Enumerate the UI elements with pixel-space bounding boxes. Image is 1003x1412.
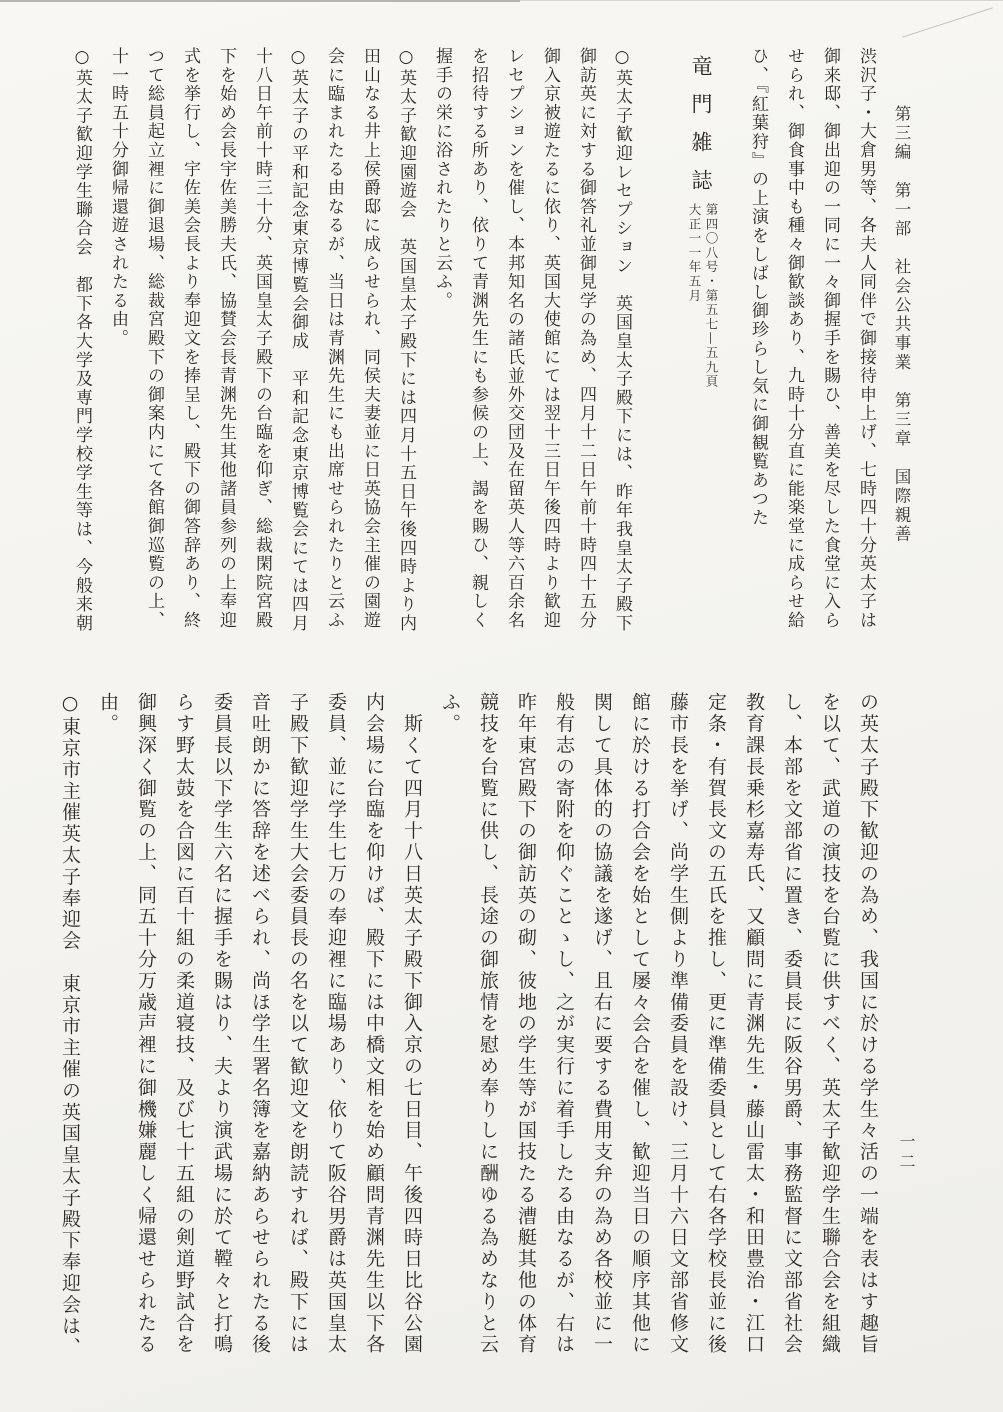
journal-heading-group [640, 47, 740, 651]
text-column: 定条・有賀長文の五氏を推し、更に準備委員として右各学校長並に後 [705, 692, 727, 1356]
journal-meta [686, 203, 720, 389]
text-column: ひ、『紅葉狩』の上演をしばし御珍らし気に御観覧あつた [748, 47, 768, 528]
text-column: せられ、御食事中も種々御歓談あり、九時十分直に能楽堂に成らせ給 [784, 47, 804, 630]
text-column: ○東京市主催英太子奉迎会 東京市主催の英国皇太子殿下奉迎会は、 [59, 692, 81, 1359]
text-column: レセプションを催し、本邦知名の諸氏並外交団及在留英人等六百余名 [504, 47, 524, 630]
text-column: 委員、並に学生七万の奉迎裡に臨場あり、依りて阪谷男爵は英国皇太 [325, 692, 347, 1356]
text-column: ○英太子歓迎園遊会 英国皇太子殿下には四月十五日午後四時より内 [396, 47, 416, 633]
text-column: 内会場に台臨を仰けば、殿下には中橋文相を始め顧問青渊先生以下各 [363, 692, 385, 1356]
top-text-block [64, 47, 884, 651]
page-number: 一二 [897, 1133, 916, 1173]
text-column: 御来邸、御出迎の一同に一々御握手を賜ひ、善美を尽した食堂に入ら [820, 47, 840, 630]
text-column: 田山なる井上侯爵邸に成らせられ、同侯夫妻並に日英協会主催の園遊 [360, 47, 380, 630]
text-column: 十一時五十分御帰還遊されたる由。 [108, 47, 128, 348]
journal-title: 竜門雑誌 [689, 55, 713, 207]
scan-edge-line [0, 0, 520, 2]
text-column: 子殿下歓迎学生大会委員長の名を以て歓迎文を朗読すれば、殿下には [287, 692, 309, 1356]
text-column: 関して具体的の協議を遂げ、且右に要する費用支弁の為め各校並に一 [591, 692, 613, 1356]
text-column: 渋沢子・大倉男等、各夫人同伴で御接待申上げ、七時四十分英太子は [856, 47, 876, 630]
text-column: 御訪英に対する御答礼並御見学の為め、四月十二日午前十時四十五分 [576, 47, 596, 630]
text-column: 般有志の寄附を仰ぐことゝし、之が実行に着手したる由なるが、右は [553, 692, 575, 1356]
text-column: 式を挙行し、宇佐美会長より奉迎文を捧呈し、殿下の御答辞あり、終 [180, 47, 200, 630]
text-column: 御入京被遊たるに依り、英国大使館にては翌十三日午後四時より歓迎 [540, 47, 560, 630]
text-column: の英太子殿下歓迎の為め、我国に於ける学生々活の一端を表はす趣旨 [857, 692, 879, 1356]
journal-date: 大正一一年五月 [687, 203, 702, 304]
text-column: 音吐朗かに答辞を述べられ、尚ほ学生署名簿を嘉納あらせられたる後 [249, 692, 271, 1356]
text-column: 由。 [97, 692, 119, 735]
chapter-header: 第三編 第一部 社会公共事業 第三章 国際親善 [892, 105, 911, 545]
text-column: ○英太子歓迎学生聯合会 都下各大学及専門学校学生等は、今般来朝 [72, 47, 92, 633]
text-column: し、本部を文部省に置き、委員長に阪谷男爵、事務監督に文部省社会 [781, 692, 803, 1356]
text-column: 握手の栄に浴されたりと云ふ。 [432, 47, 452, 311]
text-column: らす野太鼓を合図に百十組の柔道寝技、及び七十五組の剣道野試合を [173, 692, 195, 1356]
text-column: 教育課長乗杉嘉寿氏、又顧問に青渊先生・藤山雷太・和田豊治・江口 [743, 692, 765, 1356]
text-column: 斯くて四月十八日英太子殿下御入京の七日目、午後四時日比谷公園 [401, 692, 423, 1356]
text-column: 十八日午前十時三十分、英国皇太子殿下の台臨を仰ぎ、総裁閑院宮殿 [252, 47, 272, 630]
text-column: 委員長以下学生六名に握手を賜はり、夫より演武場に於て鞺々と打鳴 [211, 692, 233, 1356]
text-column: 会に臨まれたる由なるが、当日は青渊先生にも出席せられたりと云ふ [324, 47, 344, 630]
scan-edge-line-faint [520, 0, 1003, 1]
text-column: 下を始め会長宇佐美勝夫氏、協賛会長青渊先生其他諸員参列の上奉迎 [216, 47, 236, 630]
bottom-text-block [51, 692, 887, 1392]
text-column: 藤市長を挙げ、尚学生側より準備委員を設け、三月十六日文部省修文 [667, 692, 689, 1356]
text-column: つて総員起立裡に御退場、総裁宮殿下の御案内にて各館御巡覧の上、 [144, 47, 164, 630]
text-column: ○英太子の平和記念東京博覧会御成 平和記念東京博覧会にては四月 [288, 47, 308, 633]
text-column: を以て、武道の演技を台覧に供すべく、英太子歓迎学生聯合会を組織 [819, 692, 841, 1356]
text-column: 御興深く御覧の上、同五十分万歳声裡に御機嫌麗しく帰還せられたる [135, 692, 157, 1356]
text-column: 昨年東宮殿下の御訪英の砌、彼地の学生等が国技たる漕艇其他の体育 [515, 692, 537, 1356]
journal-issue: 第四〇八号・第五七—五九頁 [704, 203, 719, 389]
text-column: ふ。 [439, 692, 461, 735]
text-column: 館に於ける打合会を始として屡々会合を催し、歓迎当日の順序其他に [629, 692, 651, 1356]
scan-scratch-mark [902, 7, 993, 37]
text-column: 競技を台覧に供し、長途の御旅情を慰め奉りしに酬ゆる為めなりと云 [477, 692, 499, 1356]
text-column: を招待する所あり、依りて青渊先生にも参候の上、謁を賜ひ、親しく [468, 47, 488, 630]
text-column: ○英太子歓迎レセプション 英国皇太子殿下には、昨年我皇太子殿下 [612, 47, 632, 633]
